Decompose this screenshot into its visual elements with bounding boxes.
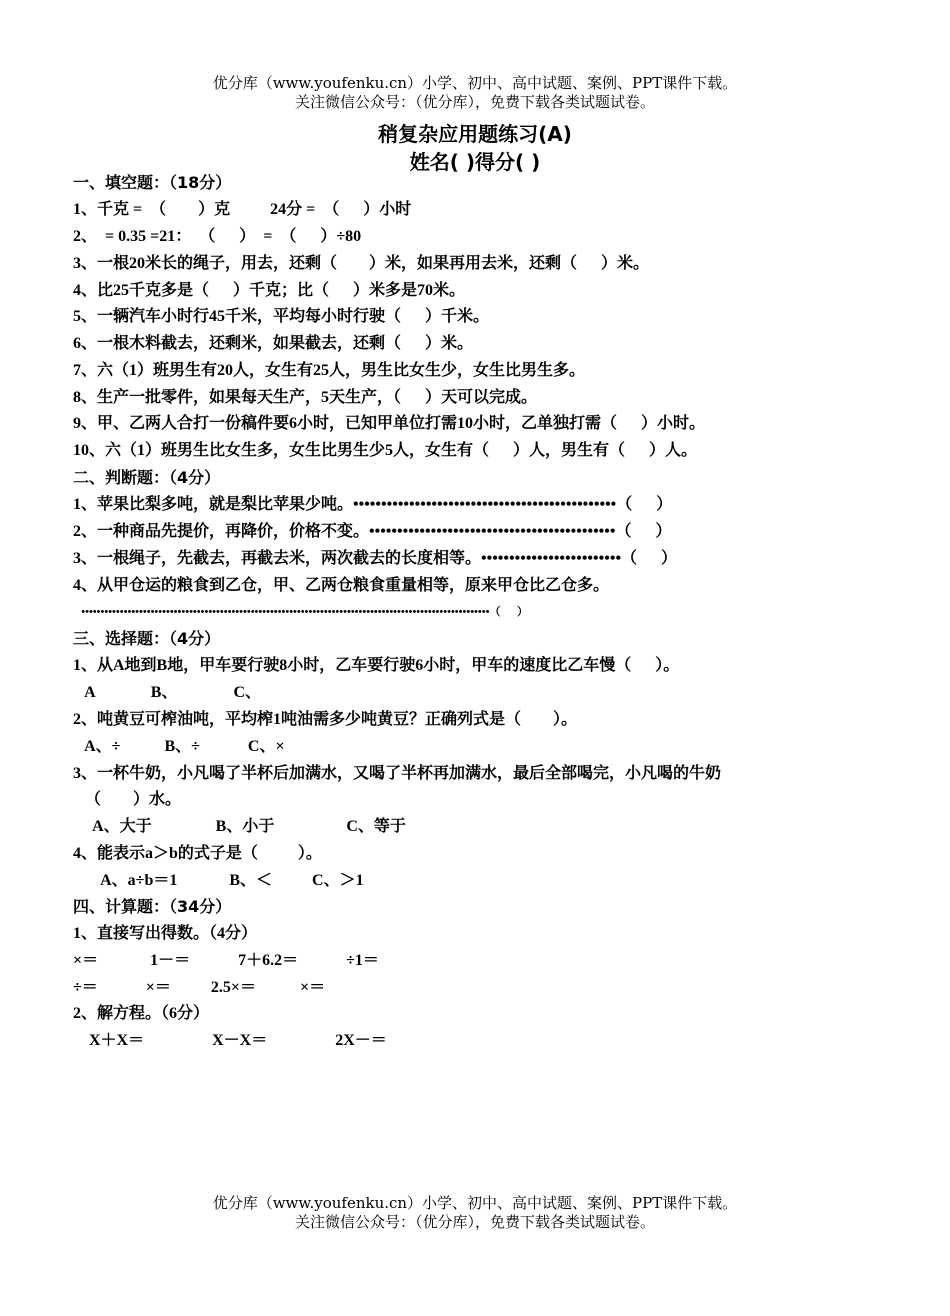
question-line: 5、一辆汽车小时行45千米，平均每小时行驶（ ）千米。 (73, 308, 490, 325)
section-fill-in: 一、填空题：（18分） (73, 173, 232, 192)
name-score-line: 姓名( )得分( ) (409, 150, 541, 174)
choice-options: A B、 C、 (73, 684, 262, 701)
question-line: 1、苹果比梨多吨，就是梨比苹果少吨。•••••••••••••••••••••••••••••••••••••••••••••••（ ） (73, 496, 673, 513)
question-line: 4、能表示a＞b的式子是（ ）。 (73, 845, 322, 862)
question-line: 8、生产一批零件，如果每天生产，5天生产，（ ）天可以完成。 (73, 389, 538, 406)
header-line-1: 优分库（www.youfenku.cn）小学、初中、高中试题、案例、PPT课件下载。 (212, 74, 738, 92)
question-line: 2、解方程。（6分） (73, 1005, 210, 1022)
question-line: 3、一根20米长的绳子，用去，还剩（ ）米，如果再用去米，还剩（ ）米。 (73, 255, 650, 272)
equation-row: X＋X＝ X－X＝ 2X－＝ (73, 1032, 387, 1049)
question-line: 6、一根木料截去，还剩米，如果截去，还剩（ ）米。 (73, 335, 474, 352)
question-line: （ ）水。 (73, 791, 182, 808)
question-line: 2、吨黄豆可榨油吨，平均榨1吨油需多少吨黄豆？正确列式是（ ）。 (73, 711, 578, 728)
choice-options: A、大于 B、小于 C、等于 (73, 818, 406, 835)
question-line: 1、从A地到B地，甲车要行驶8小时，乙车要行驶6小时，甲车的速度比乙车慢（ ）。 (73, 657, 680, 674)
question-line: 4、比25千克多是（ ）千克；比（ ）米多是70米。 (73, 282, 466, 299)
question-line: 1、直接写出得数。（4分） (73, 925, 258, 942)
question-line: 1、千克 = （ ）克 24分 = （ ）小时 (73, 201, 412, 218)
question-line: 2、 = 0.35 =21： （ ） = （ ）÷80 (73, 228, 362, 245)
header-line-2: 关注微信公众号：（优分库），免费下载各类试题试卷。 (294, 93, 655, 111)
question-line: 10、六（1）班男生比女生多，女生比男生少5人，女生有（ ）人，男生有（ ）人。 (73, 442, 698, 459)
section-calculation: 四、计算题：（34分） (73, 897, 232, 916)
question-line: 7、六（1）班男生有20人，女生有25人，男生比女生少，女生比男生多。 (73, 362, 586, 379)
question-line: 3、一杯牛奶，小凡喝了半杯后加满水，又喝了半杯再加满水，最后全部喝完，小凡喝的牛奶 (73, 765, 722, 782)
question-line: 2、一种商品先提价，再降价，价格不变。••••••••••••••••••••••••••••••••••••••••••••（ ） (73, 523, 672, 540)
question-line: 9、甲、乙两人合打一份稿件要6小时，已知甲单位打需10小时，乙单独打需（ ）小时。 (73, 415, 706, 432)
section-judge: 二、判断题：（4分） (73, 468, 221, 487)
section-choice: 三、选择题：（4分） (73, 629, 221, 648)
page-title: 稍复杂应用题练习(A) (378, 122, 572, 146)
question-line: 4、从甲仓运的粮食到乙仓，甲、乙两仓粮食重量相等，原来甲仓比乙仓多。 (73, 577, 610, 594)
choice-options: A、a÷b＝1 B、＜ C、＞1 (73, 872, 364, 889)
question-line: 3、一根绳子，先截去，再截去米，两次截去的长度相等。•••••••••••••••••••••••••（ ） (73, 550, 678, 567)
calc-row: ×＝ 1－＝ 7＋6.2＝ ÷1＝ (73, 952, 379, 969)
dotted-answer-line: ••••••••••••••••••••••••••••••••••••••••••••••••••••••••••••••••••••••••••••••••••••••••••••••••••••••••••（ ） (73, 606, 528, 618)
calc-row: ÷＝ ×＝ 2.5×＝ ×＝ (73, 979, 326, 996)
choice-options: A、÷ B、÷ C、× (73, 738, 285, 755)
footer-line-1: 优分库（www.youfenku.cn）小学、初中、高中试题、案例、PPT课件下载。 (212, 1194, 738, 1212)
footer-line-2: 关注微信公众号：（优分库），免费下载各类试题试卷。 (294, 1213, 655, 1231)
